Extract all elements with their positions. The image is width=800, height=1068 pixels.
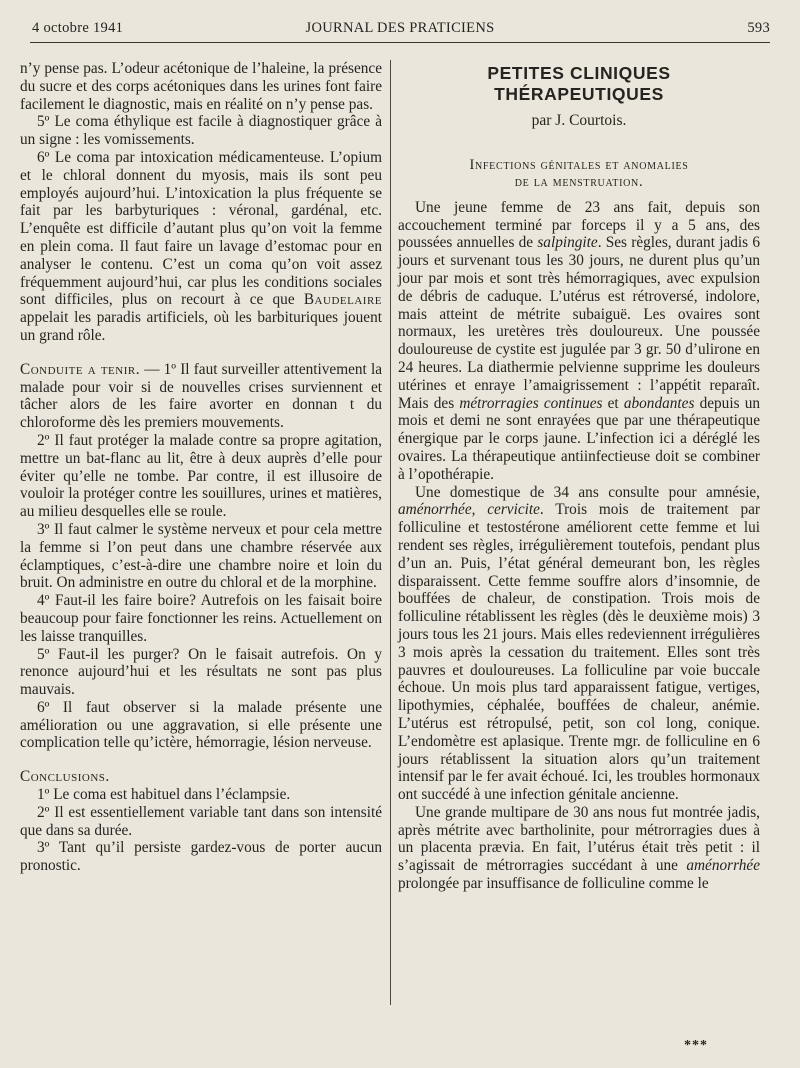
- paragraph: n’y pense pas. L’odeur acétonique de l’haleine, la présence du sucre et des corps acétoniques dans les urines font faire facilement le diagnostic, mais en réalité on n’y pense pas.: [20, 60, 382, 113]
- left-column: [20, 60, 382, 1038]
- section-title-line-1: Infections génitales et anomalies: [469, 156, 689, 173]
- column-divider: [390, 60, 391, 1005]
- paragraph: 2º Il est essentiellement variable tant dans son intensité que dans sa durée.: [20, 803, 382, 839]
- header-journal-title: JOURNAL DES PRATICIENS: [305, 20, 495, 36]
- text-run: appelait les paradis artificiels, où les barbituriques jouent un grand rôle.: [20, 309, 382, 344]
- emphasis: aménorrhée: [686, 857, 760, 875]
- text-run: et: [602, 394, 624, 412]
- paragraph: [398, 199, 760, 484]
- paragraph: 3º Il faut calmer le système nerveux et pour cela mettre la femme si l’on peut dans une chambre réservée aux éclamptiques, c’est-à-dire une chambre noire et loin du bruit. On administre en outre du chloral et de la morphine.: [20, 520, 382, 592]
- emphasis: abondantes: [623, 394, 695, 412]
- running-header: [30, 16, 770, 43]
- subsection-heading: Conduite a tenir.: [20, 360, 141, 378]
- paragraph: [20, 361, 382, 432]
- article-title-line-2: THÉRAPEUTIQUES: [494, 84, 664, 104]
- text-run: — 1º Il faut surveiller attentivement la malade pour voir si de nouvelles crises surviennent et tâcher alors de les faire avorter en donnan t du chloroforme dès les premiers mouvements.: [20, 360, 382, 432]
- paragraph: 2º Il faut protéger la malade contre sa propre agitation, mettre un bat-flanc au lit, être à deux auprès d’elle pour éviter qu’elle ne tombe. Par contre, il est illusoire de vouloir la protéger contre les souillures, urines et matières, au milieu desquelles elle se roule.: [20, 431, 382, 521]
- article-title-line-1: PETITES CLINIQUES: [487, 63, 671, 83]
- text-run: . Trois mois de traitement par folliculine et testostérone améliorent cette femme et lui rendent ses règles, irrégulièrement toutefois, pendant plus d’un an. Puis, l’état général demeurant bon, les règles disparaissent. Cette femme souffre alors d’insomnie, de bouffées de chaleur, de constipation. Trois mois de folliculine rétablissent les règles (dès le deuxième mois) 3 jours tous les 21 jours. Mais elles redeviennent irrégulières 3 mois après la cessation du traitement. Elles sont très pauvres et douloureuses. La folliculine par voie buccale échoue. Un mois plus tard apparaissent fatigue, vertiges, lipothymies, céphalée, bouffées de chaleur, anémie. L’utérus est rétropulsé, petit, son col long, conique. L’endomètre est aplasique. Trente mgr. de folliculine en 6 jours rétablissent la situation alors qu’un traitement intensif par le fer avait échoué. Ici, les troubles hormonaux ont succédé à une infection génitale ancienne.: [398, 501, 760, 804]
- article-title-block: [398, 63, 760, 130]
- paragraph: 4º Faut-il les faire boire? Autrefois on les faisait boire beaucoup pour faire fonctionner les reins. Actuellement on les laisse tranquilles.: [20, 592, 382, 645]
- paragraph: [398, 804, 760, 893]
- text-run: Une domestique de 34 ans consulte pour amnésie,: [415, 483, 760, 501]
- byline: [398, 112, 760, 130]
- text-run: Une grande multipare de 30 ans nous fut montrée jadis, après métrite avec bartholinite, pour métrorragies dues à un placenta prævia. En fait, l’utérus était très petit : il s’agissait de métrorragies succédant à une: [398, 803, 760, 875]
- emphasis: aménorrhée, cervicite: [398, 501, 540, 519]
- paragraph: 5º Le coma éthylique est facile à diagnostiquer grâce à un signe : les vomissements.: [20, 113, 382, 149]
- section-title: [398, 157, 760, 191]
- paragraph: [20, 149, 382, 345]
- text-run: 6º Le coma par intoxication médicamenteuse. L’opium et le chloral donnent du myosis, mais ils sont peu employés aujourd’hui. L’intoxication la plus fréquente se fait par les barbyturiques : véronal, gardénal, etc. L’enquête est difficile d’autant plus qu’on voit la femme en plein coma. Il faut faire un lavage d’estomac pour en analyser le contenu. C’est un coma qu’on voit assez fréquemment aujourd’hui, car plus les conditions sociales sont difficiles, plus on recourt à ce que: [20, 148, 382, 309]
- paragraph: 3º Tant qu’il persiste gardez-vous de porter aucun pronostic.: [20, 839, 382, 875]
- author-name: Baudelaire: [303, 291, 382, 309]
- header-page-number: 593: [747, 20, 770, 36]
- paragraph: 1º Le coma est habituel dans l’éclampsie.: [37, 786, 291, 804]
- text-run: Une jeune femme de 23 ans fait, depuis son accouchement terminé par forceps il y a 5 ans, des poussées annuelles de: [398, 198, 760, 252]
- text-run: depuis un mois et demi ne sont enrayées que par une thérapeutique énergique par le corps jaune. L’infection ici a déréglé les ovaires. La thérapeutique antiinfectieuse doit se combiner à l’opothérapie.: [398, 394, 760, 483]
- emphasis: salpingite: [537, 234, 598, 252]
- section-title-line-2: de la menstruation.: [514, 173, 644, 190]
- paragraph: [398, 484, 760, 804]
- byline-text: par J. Courtois.: [531, 112, 627, 129]
- paragraph: 5º Faut-il les purger? On le faisait autrefois. On y renonce aujourd’hui et les résultats ne sont pas plus mauvais.: [20, 645, 382, 699]
- right-column: [398, 60, 760, 1038]
- conclusions-heading: Conclusions.: [20, 768, 110, 786]
- text-run: . Ses règles, durant jadis 6 jours et survenant tous les 30 jours, ne durent plus qu’un jour par mois et sont très hémorragiques, avec expulsion de débris de caduque. L’utérus est rétroversé, indolore, mais atteint de métrite subaiguë. Les ovaires sont normaux, les uretères très douloureux. Une poussée douloureuse de cystite est jugulée par 3 gr. 50 d’ulirone en 24 heures. La diathermie pelvienne supprime les douleurs utérines et enraye l’amaigrissement : l’appétit reparaît. Mais des: [398, 234, 760, 412]
- emphasis: métrorragies continues: [459, 394, 603, 412]
- header-date: 4 octobre 1941: [32, 20, 124, 36]
- text-run: prolongée par insuffisance de folliculine comme le: [398, 875, 709, 893]
- continuation-stars: ***: [684, 1038, 708, 1053]
- paragraph: 6º Il faut observer si la malade présente une amélioration ou une aggravation, si elle présente une complication telle qu’ictère, hémorragie, lésion nerveuse.: [20, 698, 382, 752]
